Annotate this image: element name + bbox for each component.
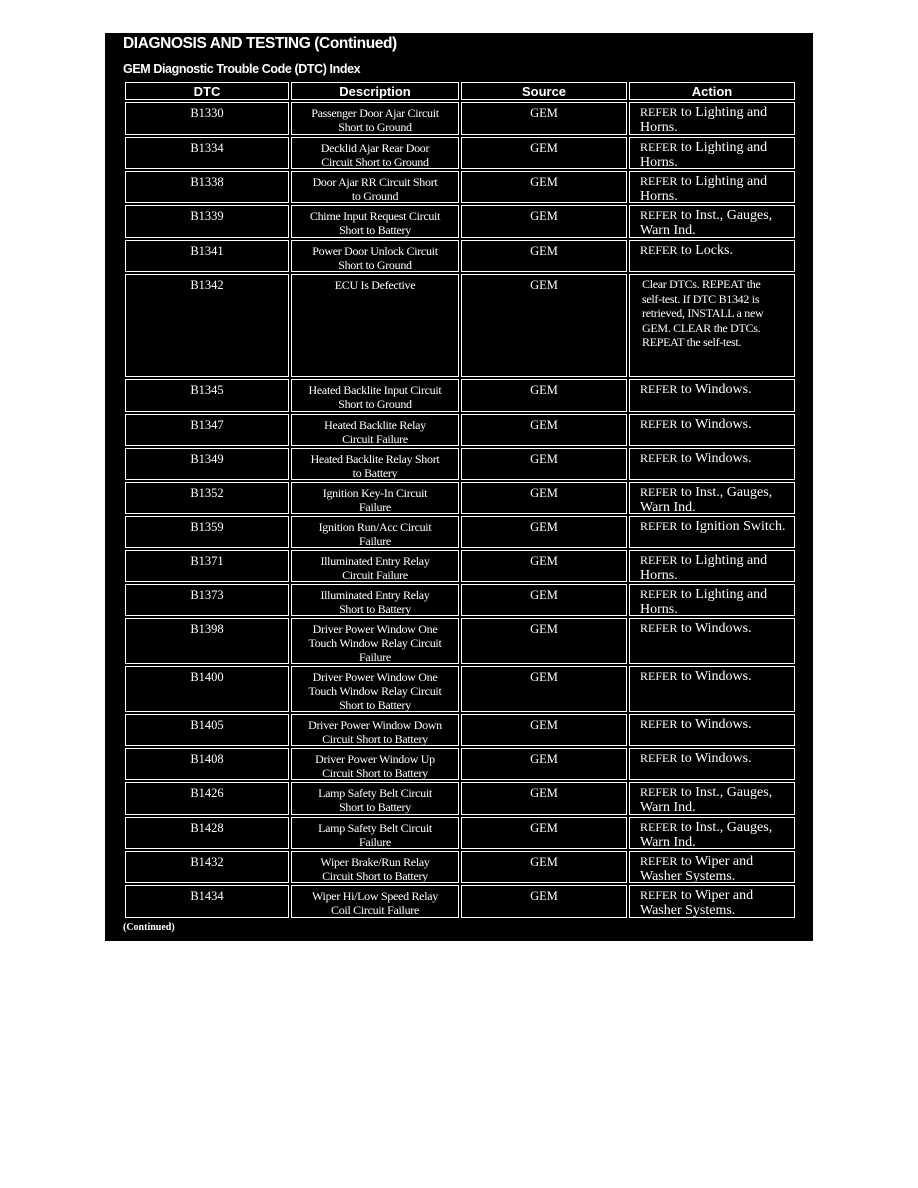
table-row [125,584,795,618]
table-row [125,782,795,817]
description-line: Passenger Door Ajar Circuit [311,106,439,120]
action-text: to Windows. [677,621,752,636]
dtc-description [291,274,459,377]
action-keyword: REFER [640,243,678,257]
description-line: Circuit Failure [342,432,408,446]
description-line: to Ground [351,189,399,203]
dtc-code: B1338 [125,171,289,203]
dtc-action [629,240,795,272]
action-text: to Lighting and [677,105,768,120]
action-line [640,553,792,568]
action-text: to Ignition Switch. [677,519,786,534]
section-title: DIAGNOSIS AND TESTING (Continued) [123,35,397,52]
dtc-code: B1371 [125,550,289,582]
dtc-action [629,782,795,815]
action-text: to Lighting and [677,553,768,568]
action-text: Horns. [640,602,678,616]
description-line: Ignition Run/Acc Circuit [318,520,432,534]
description-line: Wiper Brake/Run Relay [320,855,430,869]
action-text: to Windows. [677,382,752,397]
dtc-source: GEM [461,448,627,480]
action-text: to Inst., Gauges, [677,485,773,500]
dtc-action [629,584,795,616]
dtc-source: GEM [461,102,627,135]
dtc-code: B1373 [125,584,289,616]
dtc-code: B1405 [125,714,289,746]
description-line: Short to Ground [338,258,412,272]
action-line: GEM. CLEAR the DTCs. [642,320,761,335]
description-line: Decklid Ajar Rear Door [320,141,430,155]
action-line: self-test. If DTC B1342 is [642,291,760,306]
dtc-source: GEM [461,482,627,514]
dtc-code: B1345 [125,379,289,412]
dtc-code: B1334 [125,137,289,169]
dtc-action [629,448,795,480]
action-keyword: REFER [640,717,678,731]
dtc-description [291,851,459,883]
table-title: GEM Diagnostic Trouble Code (DTC) Index [123,62,361,76]
description-line: Illuminated Entry Relay [320,588,430,602]
dtc-action [629,516,795,548]
dtc-source: GEM [461,851,627,883]
action-keyword: REFER [640,854,678,868]
description-line: Heated Backlite Relay Short [310,452,440,466]
dtc-description [291,714,459,746]
dtc-description [291,137,459,169]
action-text: to Windows. [677,751,752,766]
dtc-action [629,274,795,377]
description-line: Circuit Short to Battery [322,869,428,883]
action-text: to Inst., Gauges, [677,785,773,800]
description-line: Circuit Short to Battery [322,732,428,746]
action-text: Warn Ind. [640,835,696,849]
dtc-description [291,240,459,272]
dtc-source: GEM [461,618,627,664]
action-line [640,519,792,534]
table-row [125,414,795,448]
dtc-description [291,885,459,918]
action-line [640,602,792,616]
dtc-code: B1347 [125,414,289,446]
action-line [640,751,792,766]
dtc-description [291,584,459,616]
dtc-code: B1400 [125,666,289,712]
dtc-source: GEM [461,748,627,780]
dtc-source: GEM [461,714,627,746]
table-row [125,240,795,274]
header-dtc: DTC [125,82,289,100]
description-line: Touch Window Relay Circuit [308,636,442,650]
description-line: Coil Circuit Failure [331,903,419,917]
table-row [125,274,795,379]
dtc-code: B1359 [125,516,289,548]
action-keyword: REFER [640,382,678,396]
dtc-action [629,137,795,169]
action-text: Horns. [640,189,678,203]
table-row [125,817,795,851]
action-line [640,417,792,432]
action-line [640,485,792,500]
description-line: Heated Backlite Relay [324,418,426,432]
action-line [640,208,792,223]
dtc-description [291,817,459,849]
action-line: REPEAT the self-test. [642,335,742,349]
action-text: to Windows. [677,669,752,684]
dtc-action [629,885,795,918]
header-action: Action [629,82,795,100]
table-row [125,550,795,584]
table-header-row [125,82,795,102]
dtc-action [629,666,795,712]
action-text: to Inst., Gauges, [677,820,773,835]
dtc-description [291,205,459,238]
action-line [640,854,792,869]
action-keyword: REFER [640,417,678,431]
table-row [125,885,795,920]
table-row [125,448,795,482]
dtc-description [291,171,459,203]
description-line: Short to Ground [338,120,412,134]
dtc-action [629,550,795,582]
dtc-description [291,516,459,548]
dtc-source: GEM [461,550,627,582]
table-row [125,851,795,885]
dtc-source: GEM [461,137,627,169]
dtc-code: B1352 [125,482,289,514]
dtc-action [629,379,795,412]
action-keyword: REFER [640,485,678,499]
dtc-action [629,171,795,203]
description-line: Circuit Failure [342,568,408,582]
action-line [640,669,792,684]
table-row [125,666,795,714]
action-text: to Windows. [677,417,752,432]
dtc-action [629,482,795,514]
action-line [640,451,792,466]
action-line [640,903,792,918]
action-line [640,155,792,169]
dtc-source: GEM [461,584,627,616]
description-line: Driver Power Window One [312,622,438,636]
dtc-description [291,550,459,582]
dtc-action [629,205,795,238]
description-line: Lamp Safety Belt Circuit [318,821,432,835]
dtc-index-table [125,82,795,920]
dtc-action [629,817,795,849]
dtc-code: B1349 [125,448,289,480]
description-line: Failure [359,835,391,849]
dtc-code: B1330 [125,102,289,135]
description-line: Touch Window Relay Circuit [308,684,442,698]
dtc-source: GEM [461,274,627,377]
dtc-action [629,851,795,883]
action-text: Horns. [640,155,678,169]
action-text: to Wiper and [677,854,754,869]
description-line: Circuit Short to Battery [322,766,428,780]
action-keyword: REFER [640,451,678,465]
description-line: Illuminated Entry Relay [320,554,430,568]
action-keyword: REFER [640,208,678,222]
dtc-source: GEM [461,414,627,446]
description-line: Power Door Unlock Circuit [312,244,438,258]
action-line [640,189,792,203]
action-text: to Inst., Gauges, [677,208,773,223]
dtc-description [291,782,459,815]
action-text: to Windows. [677,451,752,466]
description-line: Wiper Hi/Low Speed Relay [312,889,438,903]
document-page [105,33,813,941]
table-row [125,379,795,414]
dtc-code: B1398 [125,618,289,664]
dtc-description [291,666,459,712]
action-line [640,105,792,120]
action-line [640,800,792,815]
action-line [640,140,792,155]
action-text: Washer Systems. [640,869,736,883]
description-line: Chime Input Request Circuit [309,209,441,223]
description-line: Failure [359,500,391,514]
action-line [640,243,792,258]
table-row [125,748,795,782]
dtc-description [291,618,459,664]
action-keyword: REFER [640,751,678,765]
description-line: to Battery [352,466,398,480]
dtc-description [291,379,459,412]
action-text: Warn Ind. [640,223,696,238]
action-line: Clear DTCs. REPEAT the [642,277,761,291]
dtc-code: B1428 [125,817,289,849]
action-keyword: REFER [640,519,678,533]
dtc-description [291,482,459,514]
description-line: Short to Battery [339,602,411,616]
dtc-code: B1408 [125,748,289,780]
action-text: to Locks. [677,243,733,258]
action-line [640,835,792,849]
description-line: Short to Battery [339,223,411,237]
table-row [125,516,795,550]
description-line: Circuit Short to Ground [321,155,429,169]
action-keyword: REFER [640,785,678,799]
dtc-code: B1434 [125,885,289,918]
dtc-source: GEM [461,240,627,272]
dtc-code: B1339 [125,205,289,238]
action-line [640,587,792,602]
action-keyword: REFER [640,820,678,834]
dtc-description [291,414,459,446]
action-line [640,888,792,903]
action-line [640,223,792,238]
action-keyword: REFER [640,669,678,683]
dtc-code: B1432 [125,851,289,883]
dtc-source: GEM [461,205,627,238]
dtc-description [291,102,459,135]
table-row [125,137,795,171]
action-line [640,500,792,514]
description-line: Driver Power Window One [312,670,438,684]
action-line [640,174,792,189]
dtc-description [291,748,459,780]
description-line: Short to Battery [339,800,411,814]
description-line: Lamp Safety Belt Circuit [318,786,432,800]
action-text: Horns. [640,568,678,582]
dtc-source: GEM [461,782,627,815]
table-row [125,618,795,666]
action-line: retrieved, INSTALL a new [642,306,764,320]
action-line [640,621,792,636]
action-text: to Lighting and [677,174,768,189]
action-keyword: REFER [640,553,678,567]
dtc-action [629,714,795,746]
table-row [125,482,795,516]
action-line [640,120,792,135]
action-text: Warn Ind. [640,500,696,514]
dtc-description [291,448,459,480]
description-line: Short to Ground [338,397,412,411]
dtc-code: B1426 [125,782,289,815]
description-line: Heated Backlite Input Circuit [308,383,442,397]
action-keyword: REFER [640,587,678,601]
table-row [125,102,795,137]
dtc-action [629,748,795,780]
dtc-source: GEM [461,817,627,849]
action-line [640,785,792,800]
description-line: Driver Power Window Down [308,718,442,732]
action-line [640,869,792,883]
dtc-source: GEM [461,516,627,548]
description-line: Ignition Key-In Circuit [322,486,428,500]
table-row [125,171,795,205]
dtc-code: B1341 [125,240,289,272]
dtc-source: GEM [461,171,627,203]
action-keyword: REFER [640,621,678,635]
action-text: to Lighting and [677,140,768,155]
action-keyword: REFER [640,174,678,188]
description-line: Failure [359,534,391,548]
continued-note: (Continued) [123,922,175,933]
dtc-code: B1342 [125,274,289,377]
dtc-action [629,618,795,664]
dtc-source: GEM [461,885,627,918]
description-line: Short to Battery [339,698,411,712]
action-text: Horns. [640,120,678,135]
description-line: Driver Power Window Up [315,752,435,766]
description-line: Door Ajar RR Circuit Short [312,175,438,189]
action-text: Warn Ind. [640,800,696,815]
header-source: Source [461,82,627,100]
action-line [640,568,792,582]
action-text: to Wiper and [677,888,754,903]
action-keyword: REFER [640,105,678,119]
dtc-source: GEM [461,379,627,412]
action-text: to Windows. [677,717,752,732]
action-text: to Lighting and [677,587,768,602]
action-line [640,717,792,732]
dtc-action [629,102,795,135]
action-line [640,820,792,835]
table-row [125,714,795,748]
description-line: ECU Is Defective [334,278,416,292]
action-line [640,382,792,397]
action-keyword: REFER [640,140,678,154]
action-keyword: REFER [640,888,678,902]
dtc-action [629,414,795,446]
action-text: Washer Systems. [640,903,736,918]
table-row [125,205,795,240]
dtc-source: GEM [461,666,627,712]
description-line: Failure [359,650,391,664]
header-description: Description [291,82,459,100]
